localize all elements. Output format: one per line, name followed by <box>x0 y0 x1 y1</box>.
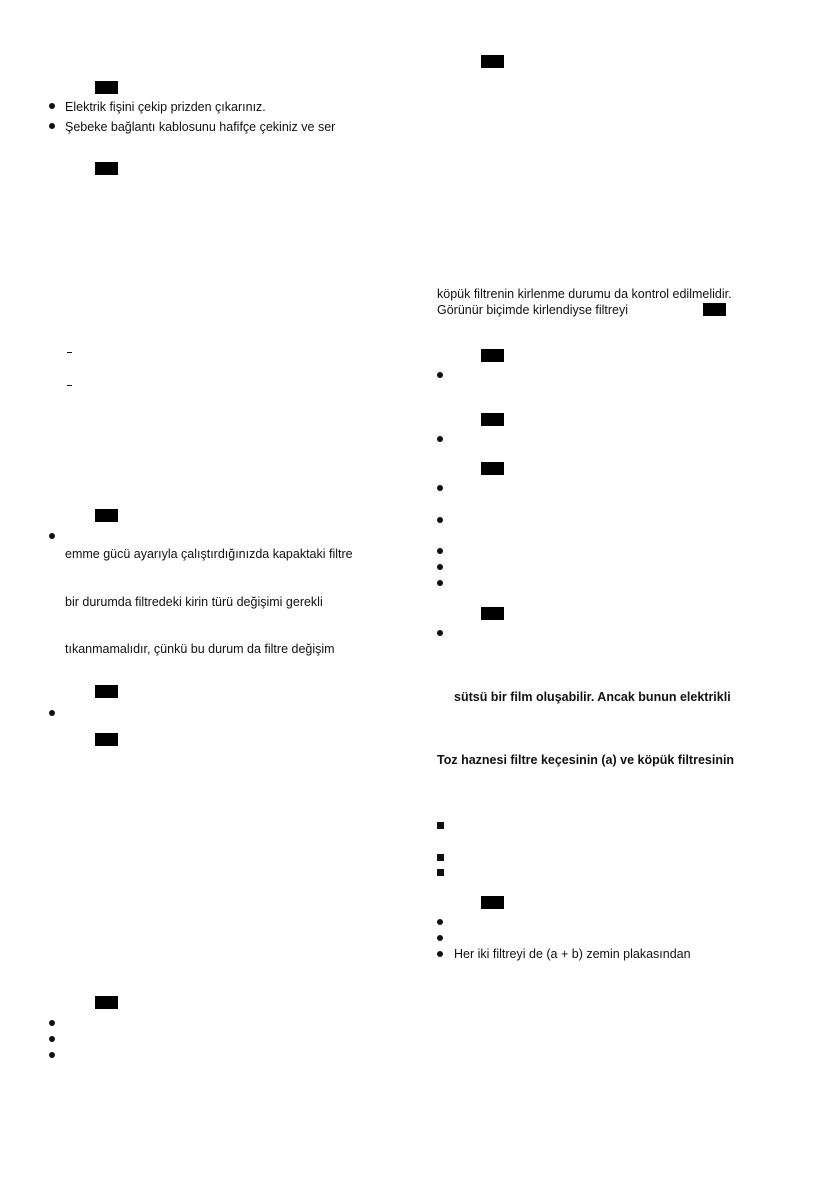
bullet-marker <box>437 951 443 957</box>
bullet-marker <box>49 1052 55 1058</box>
bullet-marker <box>437 630 443 636</box>
figure-ref-box <box>95 733 118 746</box>
dash-marker <box>67 352 72 353</box>
instruction-cable: Şebeke bağlantı kablosunu hafifçe çekiniz ve ser <box>65 120 336 134</box>
figure-ref-box <box>481 413 504 426</box>
square-bullet <box>437 822 444 829</box>
bullet-marker <box>437 517 443 523</box>
bullet-marker <box>437 935 443 941</box>
bullet-marker <box>437 436 443 442</box>
figure-ref-box <box>95 996 118 1009</box>
bullet-marker <box>49 710 55 716</box>
bullet-marker <box>437 580 443 586</box>
square-bullet <box>437 854 444 861</box>
filter-paragraph-line: tıkanmamalıdır, çünkü bu durum da filtre değişim <box>65 642 335 656</box>
figure-ref-box <box>481 55 504 68</box>
figure-ref-box <box>95 162 118 175</box>
bullet-marker <box>437 564 443 570</box>
foam-filter-text: Görünür biçimde kirlendiyse filtreyi <box>437 303 629 317</box>
square-bullet <box>437 869 444 876</box>
bold-heading-line: Toz haznesi filtre keçesinin (a) ve köpük filtresinin <box>437 753 735 767</box>
bullet-marker <box>49 1036 55 1042</box>
bullet-marker <box>437 919 443 925</box>
figure-ref-box <box>481 896 504 909</box>
figure-ref-box <box>481 607 504 620</box>
remove-filters-instruction: Her iki filtreyi de (a + b) zemin plakasından <box>454 947 691 961</box>
figure-ref-box <box>95 685 118 698</box>
bullet-marker <box>437 372 443 378</box>
bullet-marker <box>49 533 55 539</box>
filter-paragraph-line: bir durumda filtredeki kirin türü değişimi gerekli <box>65 595 323 609</box>
bullet-marker <box>437 548 443 554</box>
figure-ref-box <box>703 303 726 316</box>
bullet-marker <box>49 103 55 109</box>
foam-filter-text: köpük filtrenin kirlenme durumu da kontrol edilmelidir. <box>437 287 732 301</box>
figure-ref-box <box>95 81 118 94</box>
dash-marker <box>67 385 72 386</box>
bullet-marker <box>49 1020 55 1026</box>
bold-notice-line: sütsü bir film oluşabilir. Ancak bunun elektrikli <box>454 690 731 704</box>
figure-ref-box <box>481 462 504 475</box>
filter-paragraph-line: emme gücü ayarıyla çalıştırdığınızda kapaktaki filtre <box>65 547 353 561</box>
figure-ref-box <box>95 509 118 522</box>
bullet-marker <box>49 123 55 129</box>
bullet-marker <box>437 485 443 491</box>
instruction-unplug: Elektrik fişini çekip prizden çıkarınız. <box>65 100 266 114</box>
figure-ref-box <box>481 349 504 362</box>
